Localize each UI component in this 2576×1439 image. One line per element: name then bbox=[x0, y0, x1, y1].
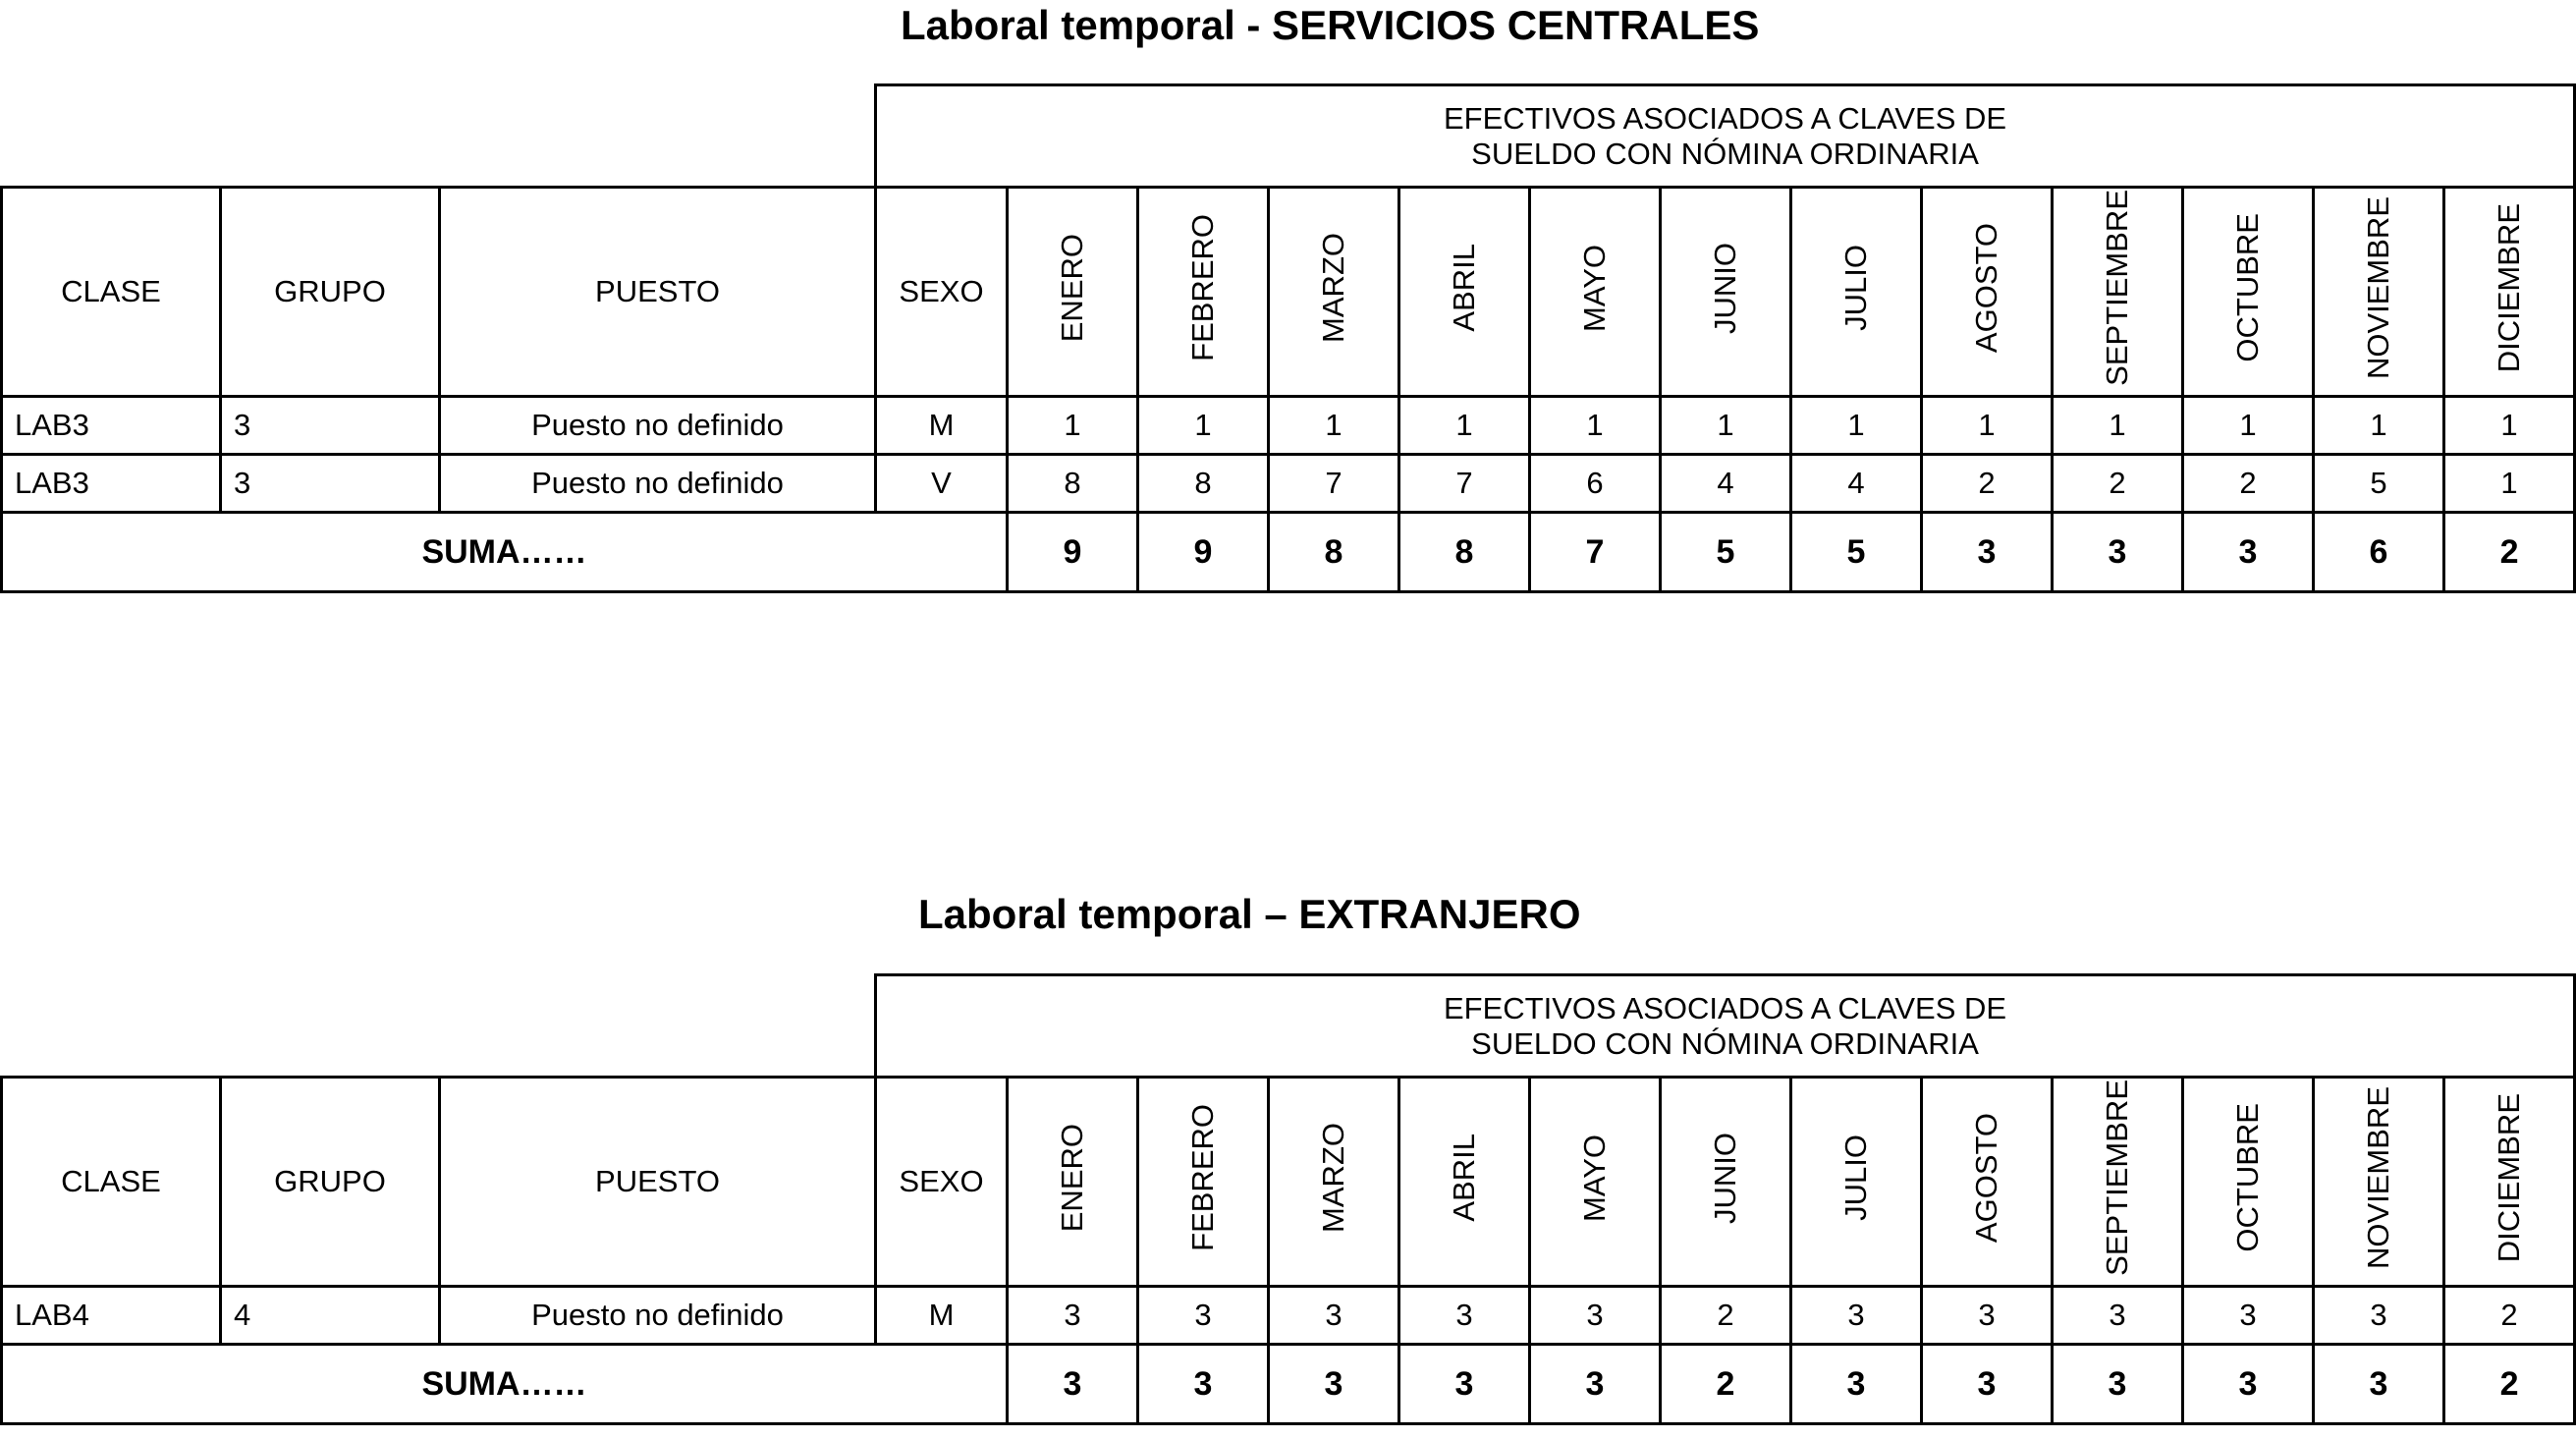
month-header-label: MAYO bbox=[1577, 1134, 1612, 1222]
month-header-label: NOVIEMBRE bbox=[2361, 195, 2395, 380]
cell-month-value: 3 bbox=[1530, 1287, 1661, 1345]
cell-clase: LAB3 bbox=[2, 455, 221, 513]
cell-month-value: 1 bbox=[1008, 397, 1138, 455]
month-header bbox=[2183, 1078, 2314, 1287]
sum-value: 3 bbox=[1138, 1345, 1269, 1424]
super-header bbox=[876, 975, 2575, 1078]
month-header-label: SEPTIEMBRE bbox=[2100, 190, 2134, 386]
sum-label: SUMA…… bbox=[2, 513, 1008, 592]
month-header-label: ENERO bbox=[1055, 1123, 1089, 1233]
sum-label: SUMA…… bbox=[2, 1345, 1008, 1424]
cell-month-value: 1 bbox=[2314, 397, 2444, 455]
cell-month-value: 1 bbox=[2444, 455, 2575, 513]
sum-value: 3 bbox=[2183, 1345, 2314, 1424]
cell-month-value: 3 bbox=[1399, 1287, 1530, 1345]
cell-month-value: 5 bbox=[2314, 455, 2444, 513]
sum-value: 3 bbox=[1922, 513, 2053, 592]
sum-value: 5 bbox=[1661, 513, 1791, 592]
sum-value: 3 bbox=[2053, 513, 2183, 592]
sum-row bbox=[2, 513, 2575, 592]
month-header-label: AGOSTO bbox=[1969, 222, 2003, 354]
month-header bbox=[1008, 188, 1138, 397]
month-header bbox=[2444, 188, 2575, 397]
month-header-label: SEPTIEMBRE bbox=[2100, 1079, 2134, 1276]
cell-sexo: M bbox=[876, 1287, 1008, 1345]
staff-table-extranjero bbox=[0, 973, 2576, 1425]
month-header bbox=[2314, 188, 2444, 397]
cell-month-value: 1 bbox=[1791, 397, 1922, 455]
cell-month-value: 6 bbox=[1530, 455, 1661, 513]
cell-month-value: 3 bbox=[1008, 1287, 1138, 1345]
staff-table-servicios-centrales bbox=[0, 83, 2576, 593]
sum-row bbox=[2, 1345, 2575, 1424]
month-header bbox=[1138, 188, 1269, 397]
super-header-line: EFECTIVOS ASOCIADOS A CLAVES DE bbox=[1443, 100, 2007, 136]
table-row bbox=[2, 397, 2575, 455]
cell-month-value: 3 bbox=[2053, 1287, 2183, 1345]
month-header bbox=[1922, 1078, 2053, 1287]
month-header-label: ENERO bbox=[1055, 233, 1089, 343]
column-header-grupo: GRUPO bbox=[221, 1078, 440, 1287]
sum-value: 6 bbox=[2314, 513, 2444, 592]
month-header-label: DICIEMBRE bbox=[2492, 1092, 2527, 1263]
month-header bbox=[2053, 1078, 2183, 1287]
column-header-clase: CLASE bbox=[2, 1078, 221, 1287]
month-header bbox=[1922, 188, 2053, 397]
super-header bbox=[876, 85, 2575, 188]
super-header-line: SUELDO CON NÓMINA ORDINARIA bbox=[1471, 1025, 1979, 1061]
cell-grupo: 3 bbox=[221, 455, 440, 513]
month-header-label: OCTUBRE bbox=[2230, 1103, 2265, 1252]
month-header bbox=[1530, 1078, 1661, 1287]
cell-month-value: 3 bbox=[2183, 1287, 2314, 1345]
table-row bbox=[2, 1287, 2575, 1345]
month-header bbox=[1661, 188, 1791, 397]
cell-month-value: 2 bbox=[2444, 1287, 2575, 1345]
cell-grupo: 3 bbox=[221, 397, 440, 455]
month-header-label: DICIEMBRE bbox=[2492, 202, 2527, 373]
sum-value: 7 bbox=[1530, 513, 1661, 592]
sum-value: 3 bbox=[2314, 1345, 2444, 1424]
month-header-label: FEBRERO bbox=[1185, 1104, 1220, 1251]
month-header bbox=[1008, 1078, 1138, 1287]
cell-puesto: Puesto no definido bbox=[440, 1287, 876, 1345]
cell-clase: LAB4 bbox=[2, 1287, 221, 1345]
sum-value: 5 bbox=[1791, 513, 1922, 592]
cell-month-value: 2 bbox=[2053, 455, 2183, 513]
month-header bbox=[2314, 1078, 2444, 1287]
column-header-row bbox=[2, 1078, 2575, 1287]
month-header bbox=[1661, 1078, 1791, 1287]
sum-value: 3 bbox=[1269, 1345, 1399, 1424]
cell-puesto: Puesto no definido bbox=[440, 397, 876, 455]
cell-month-value: 2 bbox=[1922, 455, 2053, 513]
month-header bbox=[1138, 1078, 1269, 1287]
super-header-row bbox=[2, 85, 2575, 188]
sum-value: 3 bbox=[1008, 1345, 1138, 1424]
cell-grupo: 4 bbox=[221, 1287, 440, 1345]
cell-month-value: 3 bbox=[1269, 1287, 1399, 1345]
month-header bbox=[2444, 1078, 2575, 1287]
column-header-puesto: PUESTO bbox=[440, 188, 876, 397]
cell-month-value: 1 bbox=[1399, 397, 1530, 455]
cell-month-value: 1 bbox=[2444, 397, 2575, 455]
month-header bbox=[1399, 188, 1530, 397]
cell-month-value: 7 bbox=[1399, 455, 1530, 513]
month-header bbox=[1791, 188, 1922, 397]
month-header-label: FEBRERO bbox=[1185, 214, 1220, 361]
cell-month-value: 1 bbox=[1530, 397, 1661, 455]
super-header-line: SUELDO CON NÓMINA ORDINARIA bbox=[1471, 136, 1979, 171]
month-header-label: MARZO bbox=[1316, 233, 1350, 343]
sum-value: 2 bbox=[2444, 1345, 2575, 1424]
cell-month-value: 2 bbox=[1661, 1287, 1791, 1345]
sum-value: 3 bbox=[2053, 1345, 2183, 1424]
sum-value: 2 bbox=[1661, 1345, 1791, 1424]
sum-value: 2 bbox=[2444, 513, 2575, 592]
column-header-clase: CLASE bbox=[2, 188, 221, 397]
cell-month-value: 1 bbox=[1661, 397, 1791, 455]
cell-clase: LAB3 bbox=[2, 397, 221, 455]
month-header-label: NOVIEMBRE bbox=[2361, 1085, 2395, 1270]
month-header bbox=[1530, 188, 1661, 397]
cell-month-value: 4 bbox=[1661, 455, 1791, 513]
sum-value: 3 bbox=[2183, 513, 2314, 592]
month-header bbox=[1269, 188, 1399, 397]
cell-month-value: 2 bbox=[2183, 455, 2314, 513]
month-header bbox=[2183, 188, 2314, 397]
super-header-line: EFECTIVOS ASOCIADOS A CLAVES DE bbox=[1443, 990, 2007, 1025]
sum-value: 8 bbox=[1399, 513, 1530, 592]
super-header-row bbox=[2, 975, 2575, 1078]
sum-value: 3 bbox=[1791, 1345, 1922, 1424]
month-header bbox=[1791, 1078, 1922, 1287]
table-row bbox=[2, 455, 2575, 513]
blank-cell bbox=[2, 975, 876, 1078]
cell-month-value: 7 bbox=[1269, 455, 1399, 513]
cell-month-value: 1 bbox=[2183, 397, 2314, 455]
blank-cell bbox=[2, 85, 876, 188]
column-header-sexo: SEXO bbox=[876, 188, 1008, 397]
cell-puesto: Puesto no definido bbox=[440, 455, 876, 513]
month-header-label: MAYO bbox=[1577, 244, 1612, 332]
month-header bbox=[1399, 1078, 1530, 1287]
cell-month-value: 3 bbox=[1138, 1287, 1269, 1345]
sum-value: 9 bbox=[1138, 513, 1269, 592]
month-header-label: JUNIO bbox=[1708, 1132, 1742, 1224]
month-header-label: MARZO bbox=[1316, 1123, 1350, 1233]
sum-value: 3 bbox=[1922, 1345, 2053, 1424]
month-header bbox=[2053, 188, 2183, 397]
month-header-label: ABRIL bbox=[1447, 244, 1481, 332]
cell-month-value: 3 bbox=[1922, 1287, 2053, 1345]
month-header-label: AGOSTO bbox=[1969, 1112, 2003, 1244]
cell-month-value: 4 bbox=[1791, 455, 1922, 513]
cell-month-value: 8 bbox=[1008, 455, 1138, 513]
cell-month-value: 8 bbox=[1138, 455, 1269, 513]
sum-value: 8 bbox=[1269, 513, 1399, 592]
cell-month-value: 1 bbox=[1922, 397, 2053, 455]
month-header-label: JULIO bbox=[1838, 245, 1873, 331]
month-header-label: OCTUBRE bbox=[2230, 213, 2265, 362]
table-title: Laboral temporal - SERVICIOS CENTRALES bbox=[901, 2, 1760, 48]
cell-month-value: 1 bbox=[1269, 397, 1399, 455]
cell-month-value: 3 bbox=[1791, 1287, 1922, 1345]
month-header-label: ABRIL bbox=[1447, 1134, 1481, 1222]
column-header-sexo: SEXO bbox=[876, 1078, 1008, 1287]
column-header-grupo: GRUPO bbox=[221, 188, 440, 397]
sum-value: 3 bbox=[1530, 1345, 1661, 1424]
cell-sexo: M bbox=[876, 397, 1008, 455]
cell-month-value: 1 bbox=[1138, 397, 1269, 455]
cell-sexo: V bbox=[876, 455, 1008, 513]
cell-month-value: 1 bbox=[2053, 397, 2183, 455]
sum-value: 9 bbox=[1008, 513, 1138, 592]
month-header bbox=[1269, 1078, 1399, 1287]
month-header-label: JUNIO bbox=[1708, 242, 1742, 334]
cell-month-value: 3 bbox=[2314, 1287, 2444, 1345]
column-header-row bbox=[2, 188, 2575, 397]
sum-value: 3 bbox=[1399, 1345, 1530, 1424]
table-title: Laboral temporal – EXTRANJERO bbox=[918, 891, 1581, 937]
column-header-puesto: PUESTO bbox=[440, 1078, 876, 1287]
month-header-label: JULIO bbox=[1838, 1135, 1873, 1221]
